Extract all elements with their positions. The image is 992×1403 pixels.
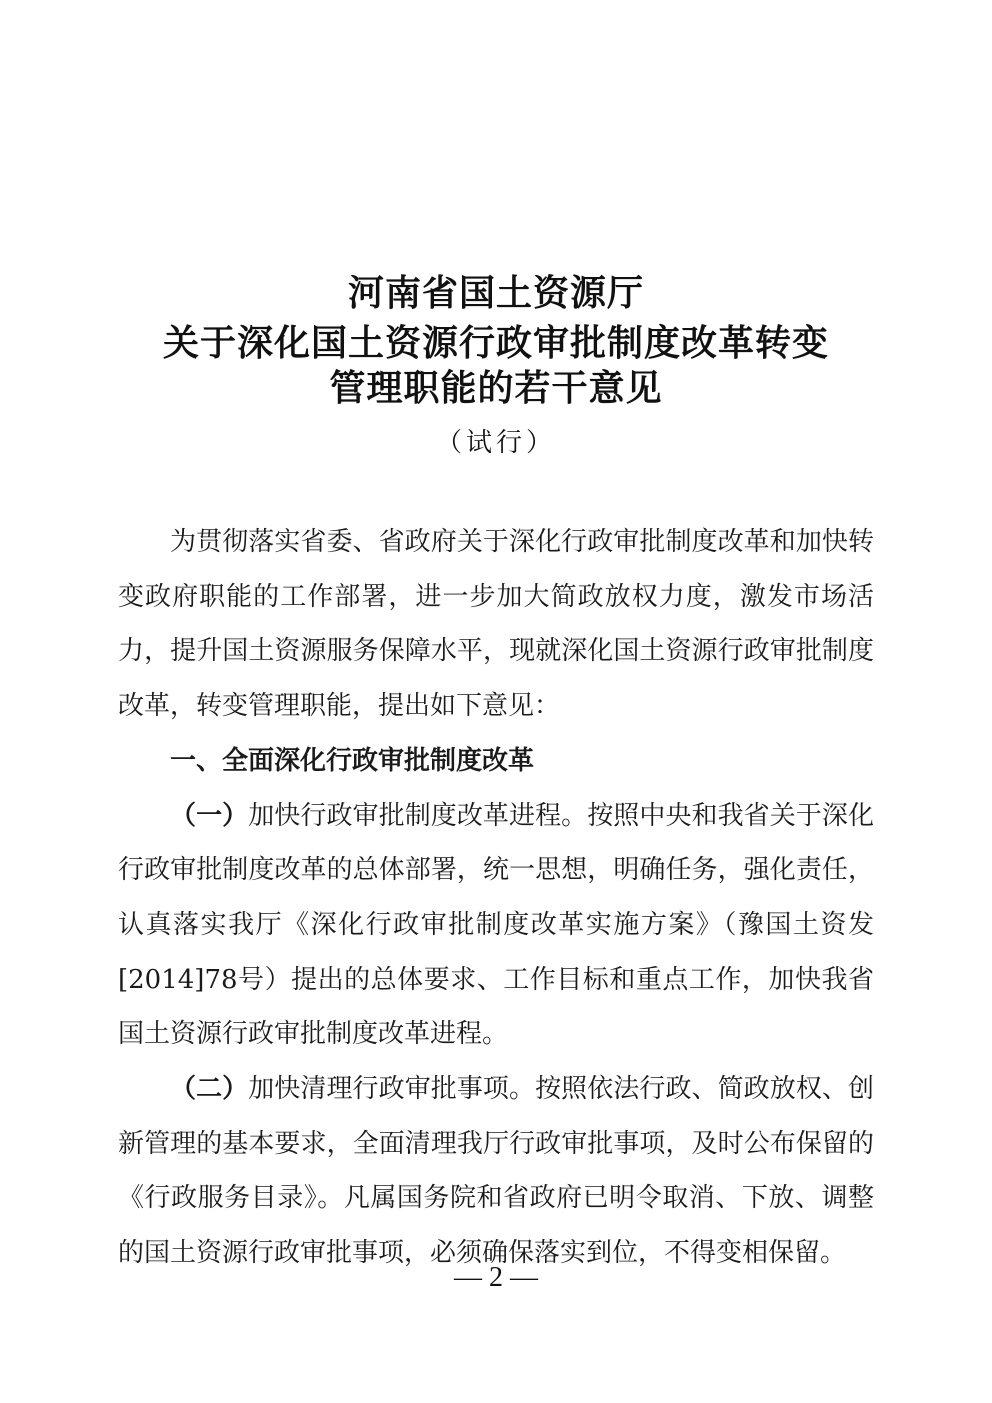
page-number: — 2 —	[454, 1262, 538, 1293]
document-body	[118, 515, 874, 1281]
document-subtitle: （试行）	[435, 428, 556, 458]
item-text-2: 加快清理行政审批事项。按照依法行政、简政放权、创新管理的基本要求，全面清理我厅行政审批事项，及时公布保留的《行政服务目录》。凡属国务院和省政府已明令取消、下放、调整的国土资源行政审批事项，必须确保落实到位，不得变相保留。	[118, 1074, 874, 1269]
section-heading: 一、全面深化行政审批制度改革	[170, 745, 535, 776]
item-label-2: （二）	[170, 1074, 249, 1105]
item-text-1: 加快行政审批制度改革进程。按照中央和我省关于深化行政审批制度改革的总体部署，统一思想，明确任务，强化责任，认真落实我厅《深化行政审批制度改革实施方案》（豫国土资发[2014]78号）提出的总体要求、工作目标和重点工作，加快我省国土资源行政审批制度改革进程。	[118, 800, 874, 1050]
document-title-line-3: 管理职能的若干意见	[329, 368, 663, 409]
item-paragraph-2	[118, 1062, 874, 1281]
item-paragraph-1	[118, 789, 874, 1063]
document-title-line-1: 河南省国土资源厅	[347, 273, 644, 314]
document-title-line-2: 关于深化国土资源行政审批制度改革转变	[162, 323, 829, 364]
item-label-1: （一）	[170, 800, 249, 831]
intro-paragraph: 为贯彻落实省委、省政府关于深化行政审批制度改革和加快转变政府职能的工作部署，进一步加大简政放权力度，激发市场活力，提升国土资源服务保障水平，现就深化国土资源行政审批制度改革，转变管理职能，提出如下意见：	[118, 527, 874, 722]
